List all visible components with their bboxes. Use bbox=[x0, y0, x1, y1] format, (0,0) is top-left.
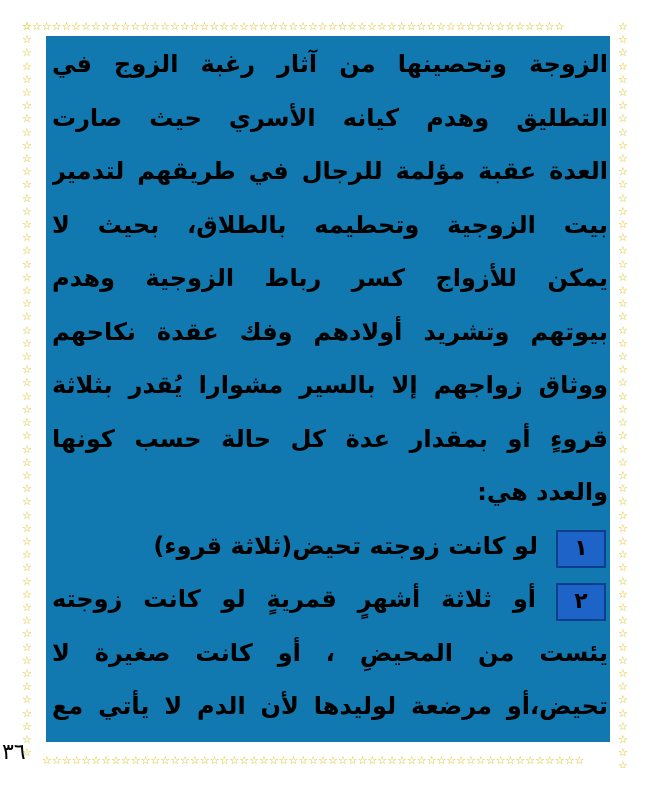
text-line: قروءٍ أو بمقدار عدة كل حالة حسب كونها bbox=[52, 424, 608, 453]
item-text: أو ثلاثة أشهرٍ قمريةٍ لو كانت زوجته bbox=[52, 585, 536, 613]
star-border-top bbox=[22, 20, 632, 34]
text-line: العدة عقبة مؤلمة للرجال في طريقهم لتدمير bbox=[52, 157, 608, 185]
item-number-box: ٢ bbox=[556, 583, 606, 621]
page-number: ٣٦ bbox=[2, 740, 26, 765]
text-line: والعدد هي: bbox=[477, 478, 608, 506]
text-line: يمكن للأزواج كسر رباط الزوجية وهدم bbox=[52, 264, 608, 292]
body-text bbox=[52, 38, 608, 734]
text-line: يئست من المحيضِ ، أو كانت صغيرة لا bbox=[52, 638, 608, 667]
item-number-box: ١ bbox=[556, 530, 606, 568]
text-line: بيوتهم وتشريد أولادهم وفك عقدة نكاحهم bbox=[52, 317, 608, 346]
text-line: الزوجة وتحصينها من آثار رغبة الزوج في bbox=[52, 50, 608, 78]
text-line: بيت الزوجية وتحطيمه بالطلاق، بحيث لا bbox=[52, 210, 608, 239]
text-line: ووثاق زواجهم إلا بالسير مشوارا يُقدر بثلاثة bbox=[52, 371, 608, 399]
star-border-left bbox=[22, 20, 36, 756]
list-item bbox=[52, 520, 608, 574]
star-border-right bbox=[618, 20, 632, 768]
item-text: لو كانت زوجته تحيض(ثلاثة قروء) bbox=[153, 531, 538, 560]
list-item bbox=[52, 573, 608, 627]
star-border-bottom bbox=[42, 754, 632, 768]
text-line: التطليق وهدم كيانه الأسري حيث صارت bbox=[52, 103, 608, 132]
text-line: تحيض،أو مرضعة لوليدها لأن الدم لا يأتي مع bbox=[52, 692, 608, 720]
